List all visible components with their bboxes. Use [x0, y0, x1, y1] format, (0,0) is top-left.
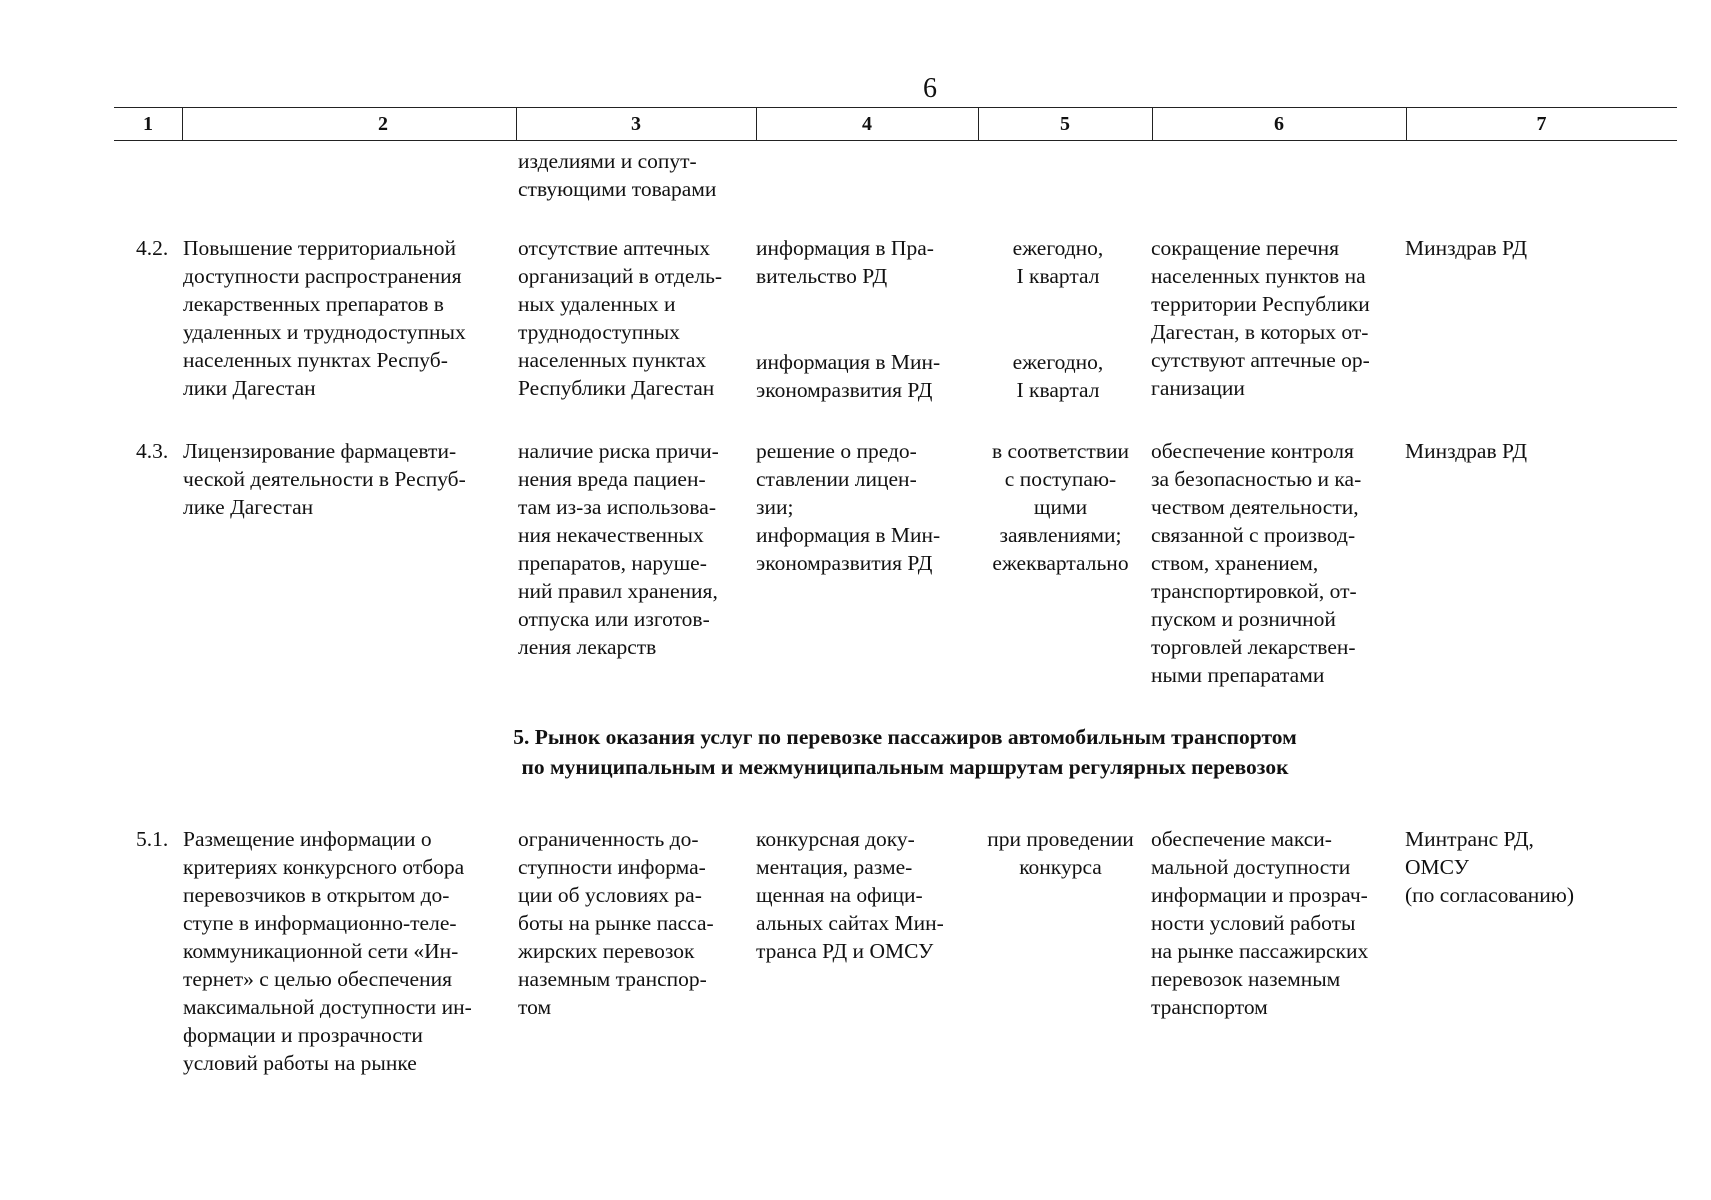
table-header-row — [114, 107, 1677, 141]
row-goal: обеспечение контроля за безопасностью и ка- чеством деятельности, связанной с производ- ством, хранением, транспортировкой, от- пуском и розничной торговлей лекарствен- ными препаратами — [1151, 439, 1362, 687]
continuation-col3: изделиями и сопут- ствующими товарами — [518, 149, 717, 201]
row-number: 4.3. — [136, 439, 169, 463]
row-result-doc: решение о предо- ставлении лицен- зии; информация в Мин- экономразвития РД — [756, 439, 941, 575]
row-problem: наличие риска причи- нения вреда пациен- там из-за использова- ния некачественных препаратов, наруше- ний правил хранения, отпуска или изготов- ления лекарств — [518, 439, 719, 659]
header-col-7: 7 — [1536, 113, 1547, 135]
row-measure: Повышение территориальной доступности распространения лекарственных препаратов в удаленных и труднодоступных населенных пунктах Респуб- лики Дагестан — [183, 236, 466, 400]
row-result-doc: информация в Пра- вительство РД — [756, 236, 934, 288]
header-col-1: 1 — [143, 113, 153, 135]
section-title: 5. Рынок оказания услуг по перевозке пассажиров автомобильным транспортом по муниципальным и межмуниципальным маршрутам регулярных перевозок — [513, 725, 1297, 779]
row-responsible: Минздрав РД — [1405, 236, 1527, 260]
row-problem: ограниченность до- ступности информа- ции об условиях ра- боты на рынке пасса- жирских перевозок наземным транспор- том — [518, 827, 714, 1019]
row-responsible: Минздрав РД — [1405, 439, 1527, 463]
row-deadline: в соответствии с поступаю- щими заявлениями; ежеквартально — [991, 439, 1129, 575]
header-col-5: 5 — [1060, 113, 1070, 135]
page-number: 6 — [923, 73, 937, 104]
row-result-doc: конкурсная доку- ментация, разме- щенная на офици- альных сайтах Мин- транса РД и ОМСУ — [756, 827, 944, 963]
row-deadline: при проведении конкурса — [987, 827, 1134, 879]
header-col-2: 2 — [378, 113, 388, 135]
row-problem: отсутствие аптечных организаций в отдель- ных удаленных и труднодоступных населенных пунктах Республики Дагестан — [518, 236, 723, 400]
header-col-6: 6 — [1274, 113, 1284, 135]
row-number: 5.1. — [136, 827, 169, 851]
row-responsible: Минтранс РД, ОМСУ (по согласованию) — [1405, 827, 1575, 907]
row-number: 4.2. — [136, 236, 169, 260]
row-deadline-2: ежегодно, I квартал — [1012, 350, 1104, 402]
row-goal: обеспечение макси- мальной доступности информации и прозрач- ности условий работы на рынке пассажирских перевозок наземным транспортом — [1151, 827, 1369, 1019]
row-deadline: ежегодно, I квартал — [1012, 236, 1104, 288]
row-goal: сокращение перечня населенных пунктов на территории Республики Дагестан, в которых от- сутствуют аптечные ор- ганизации — [1151, 236, 1370, 400]
row-result-doc-2: информация в Мин- экономразвития РД — [756, 350, 941, 402]
header-col-3: 3 — [631, 113, 641, 135]
row-measure: Лицензирование фармацевти- ческой деятельности в Респуб- лике Дагестан — [183, 439, 466, 519]
row-measure: Размещение информации о критериях конкурсного отбора перевозчиков в открытом до- ступе в информационно-теле- коммуникационной сети «Ин- тернет» с целью обеспечения максимальной доступности ин- формации и прозрачности условий работы на рынке — [183, 827, 472, 1075]
header-col-4: 4 — [862, 113, 872, 135]
